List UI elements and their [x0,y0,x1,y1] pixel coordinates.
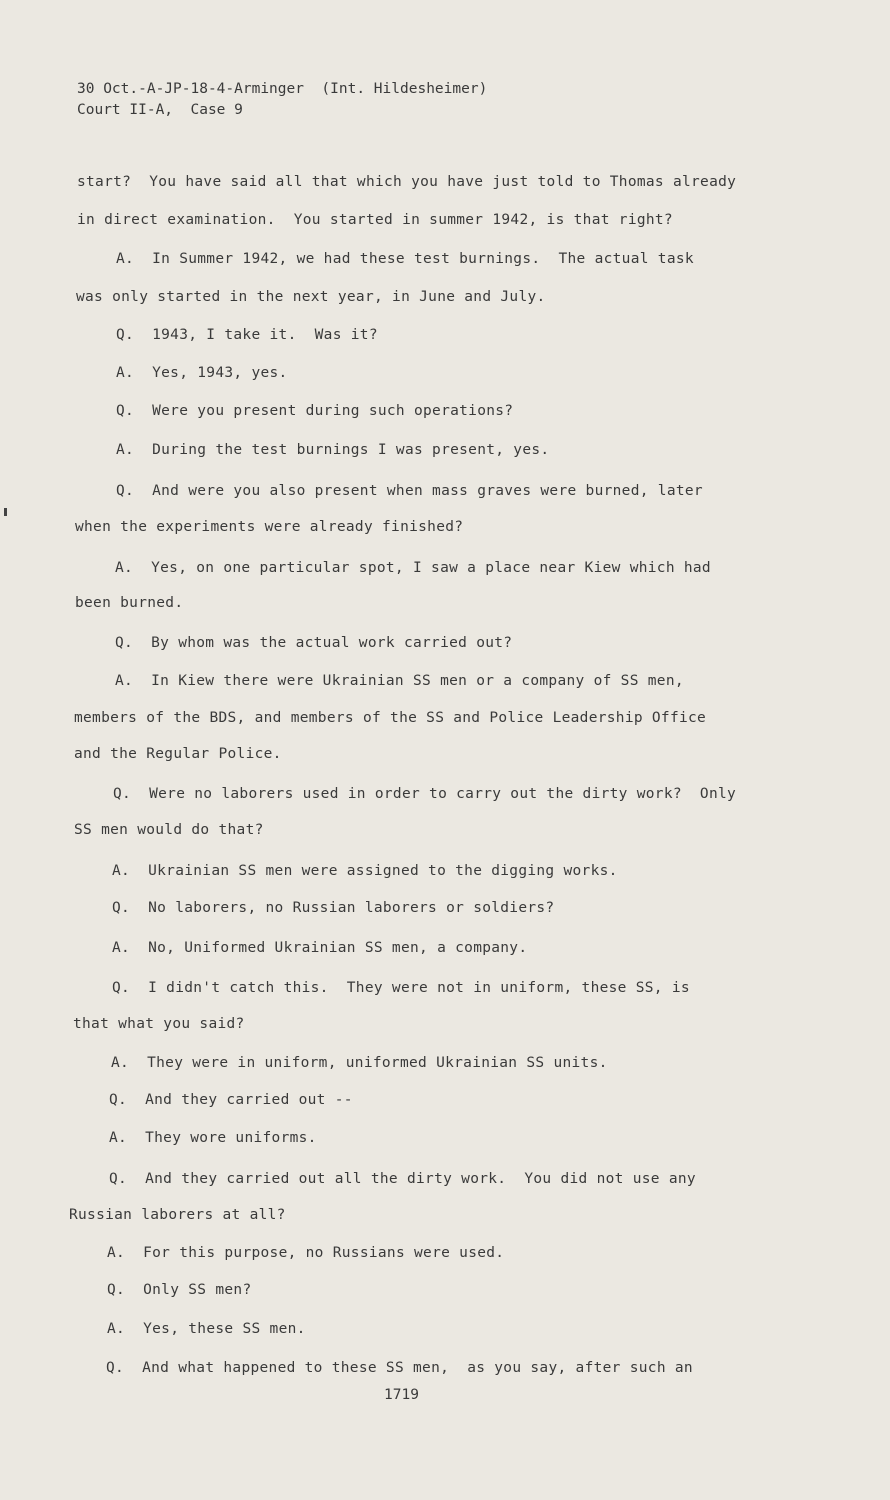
text-line: Russian laborers at all? [69,1207,286,1223]
text-line: and the Regular Police. [74,746,282,762]
text-line: Q. And what happened to these SS men, as you say, after such an [106,1360,693,1376]
text-line: Q. I didn't catch this. They were not in uniform, these SS, is [112,980,690,996]
text-line: Q. Were you present during such operations? [116,403,514,419]
text-line: Q. And they carried out -- [109,1092,353,1108]
page-number: 1719 [384,1387,419,1403]
header-line-1: 30 Oct.-A-JP-18-4-Arminger (Int. Hildesheimer) [77,81,488,97]
text-line: Q. And were you also present when mass graves were burned, later [116,483,703,499]
text-line: A. In Kiew there were Ukrainian SS men or a company of SS men, [115,673,684,689]
text-line: Q. No laborers, no Russian laborers or soldiers? [112,900,555,916]
text-line: Q. Were no laborers used in order to carry out the dirty work? Only [113,786,737,802]
text-line: A. Yes, these SS men. [107,1321,306,1337]
text-line: A. No, Uniformed Ukrainian SS men, a company. [112,940,528,956]
text-line: in direct examination. You started in summer 1942, is that right? [77,212,673,228]
text-line: A. For this purpose, no Russians were used. [107,1245,505,1261]
text-line: A. During the test burnings I was present, yes. [116,442,550,458]
text-line: SS men would do that? [74,822,264,838]
text-line: that what you said? [73,1016,245,1032]
text-line: A. Ukrainian SS men were assigned to the digging works. [112,863,618,879]
text-line: Q. By whom was the actual work carried out? [115,635,513,651]
text-line: Q. Only SS men? [107,1282,252,1298]
text-line: A. Yes, 1943, yes. [116,365,288,381]
text-line: A. Yes, on one particular spot, I saw a place near Kiew which had [115,560,711,576]
text-line: when the experiments were already finished? [75,519,464,535]
header-line-2: Court II-A, Case 9 [77,102,243,118]
text-line: A. In Summer 1942, we had these test burnings. The actual task [116,251,694,267]
text-line: Q. And they carried out all the dirty work. You did not use any [109,1171,696,1187]
text-line: A. They wore uniforms. [109,1130,317,1146]
text-line: Q. 1943, I take it. Was it? [116,327,378,343]
text-line: been burned. [75,595,184,611]
text-line: was only started in the next year, in June and July. [76,289,546,305]
text-line: members of the BDS, and members of the SS and Police Leadership Office [74,710,707,726]
text-line: A. They were in uniform, uniformed Ukrainian SS units. [111,1055,608,1071]
text-line: start? You have said all that which you have just told to Thomas already [77,174,737,190]
document-header [77,79,487,121]
margin-mark [4,508,7,516]
